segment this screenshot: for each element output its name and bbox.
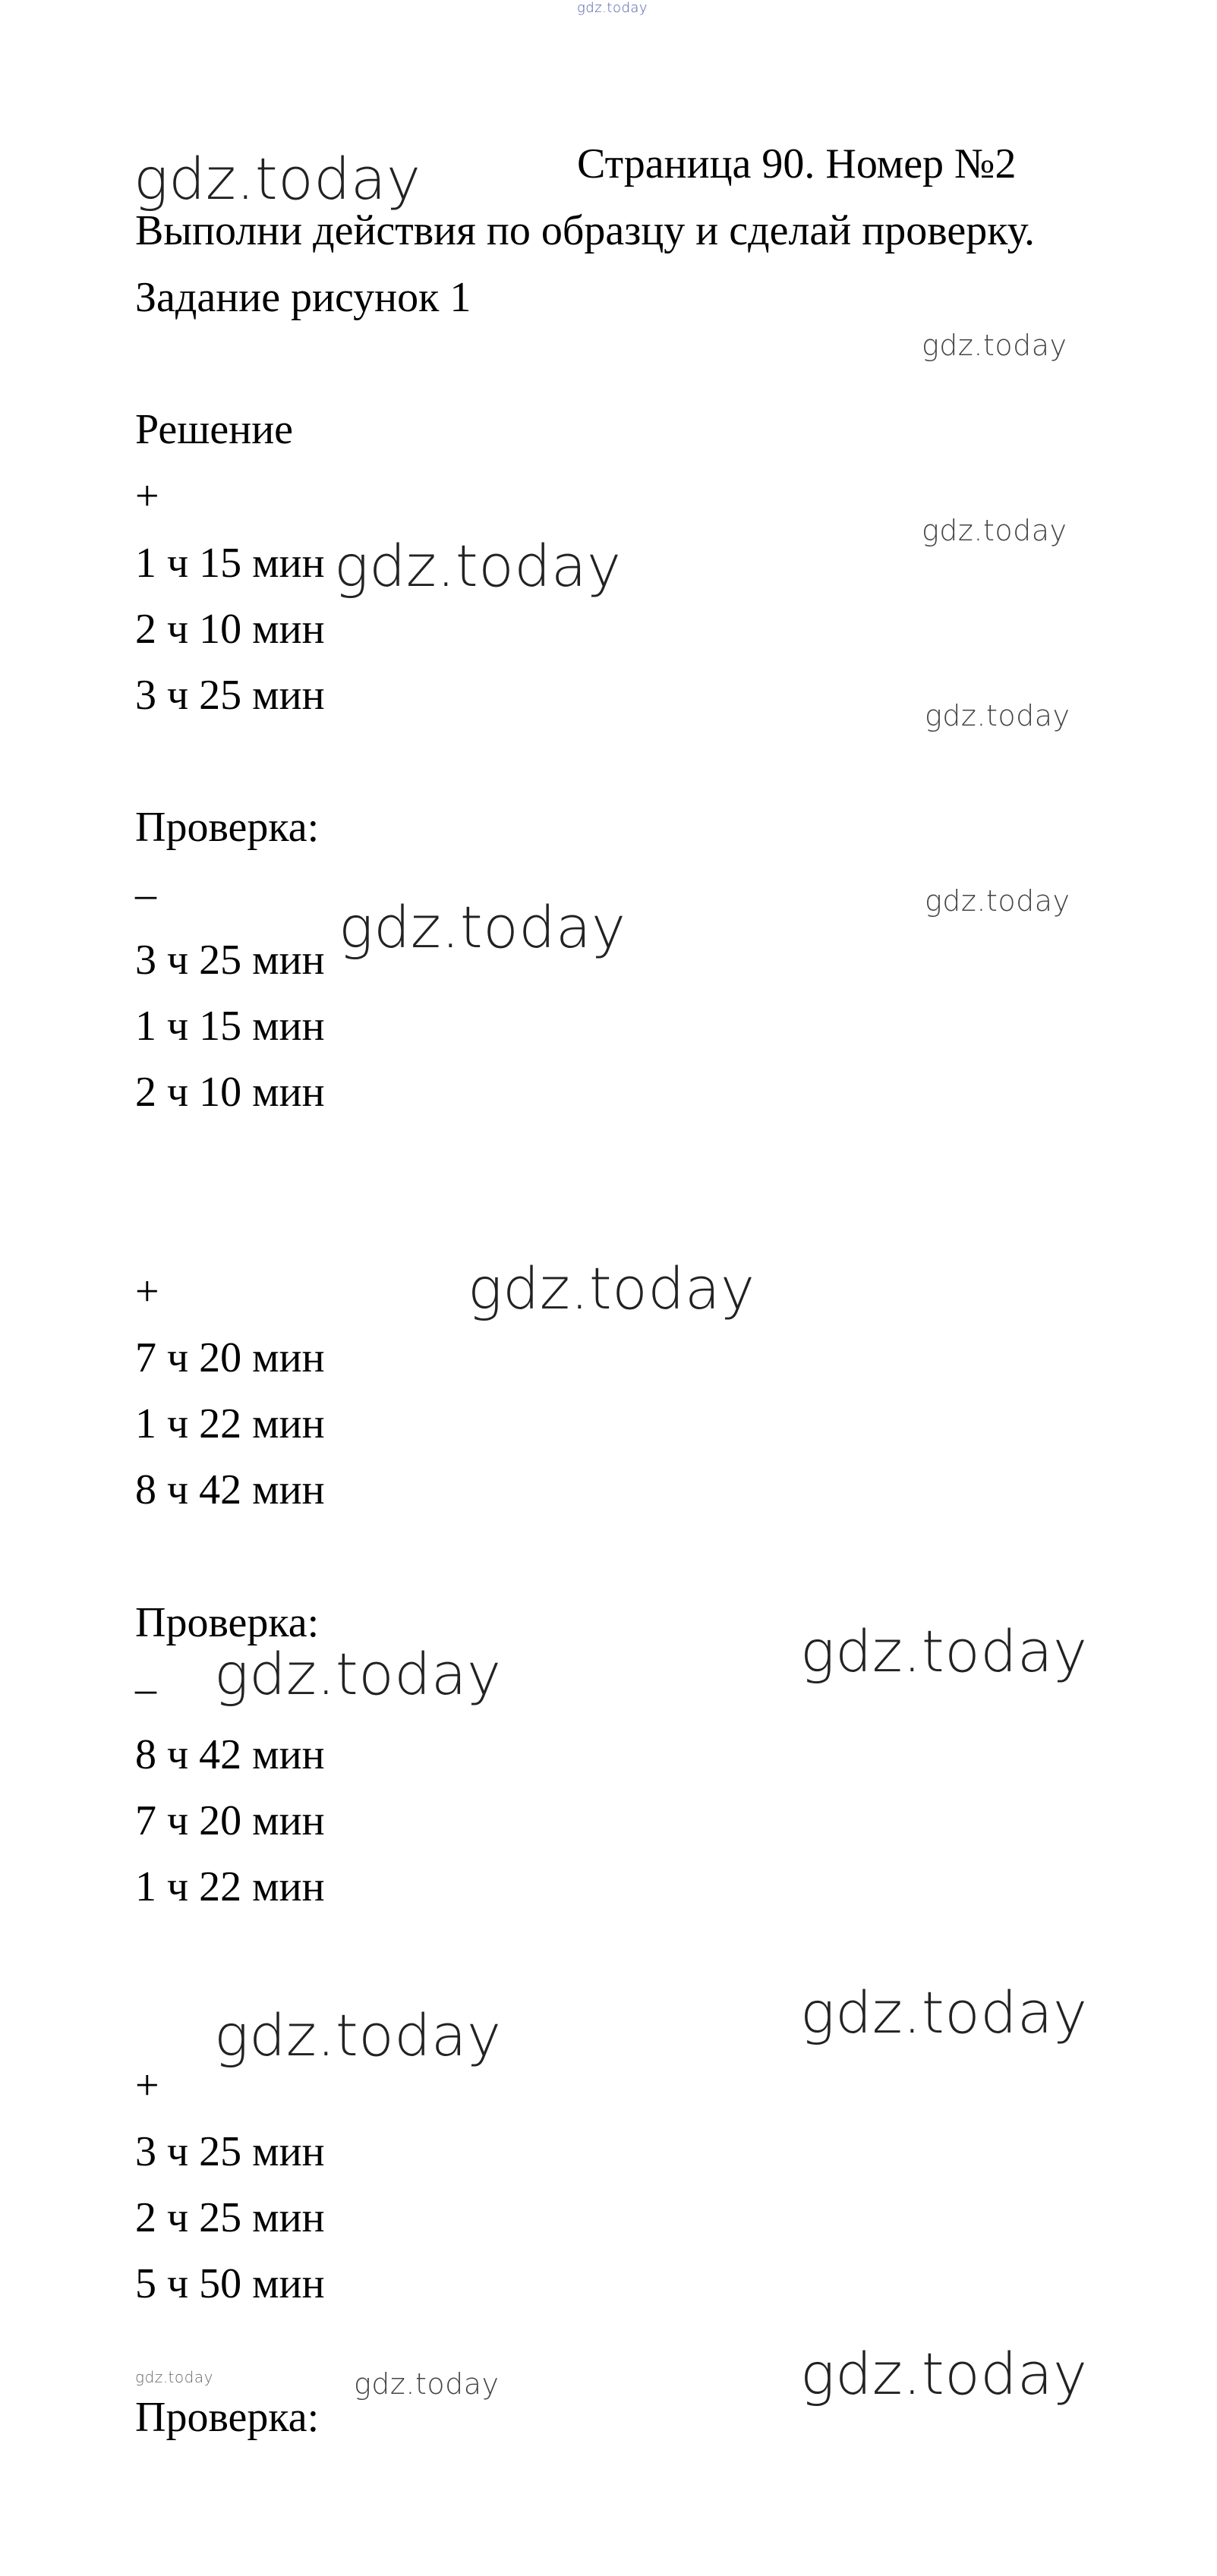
watermark: gdz.today [577, 0, 648, 16]
operation-sign-plus: + [135, 2062, 159, 2109]
watermark: gdz.today [135, 2368, 213, 2386]
operation-sign-plus: + [135, 1268, 159, 1315]
sum-line: 5 ч 50 мин [135, 2260, 325, 2307]
watermark: gdz.today [354, 2367, 500, 2401]
addend-line: 2 ч 10 мин [135, 606, 325, 653]
sum-line: 3 ч 25 мин [135, 672, 325, 719]
operation-sign-minus: – [135, 871, 156, 918]
watermark: gdz.today [334, 532, 622, 600]
check-line: 7 ч 20 мин [135, 1797, 325, 1844]
task-instruction: Выполни действия по образцу и сделай проверку. [135, 207, 1035, 254]
watermark: gdz.today [468, 1255, 755, 1322]
check-result-line: 2 ч 10 мин [135, 1069, 325, 1116]
addend-line: 1 ч 15 мин [135, 540, 325, 587]
watermark: gdz.today [922, 329, 1067, 362]
watermark: gdz.today [800, 2340, 1088, 2408]
operation-sign-minus: – [135, 1665, 156, 1712]
addend-line: 1 ч 22 мин [135, 1400, 325, 1447]
watermark: gdz.today [800, 1617, 1088, 1685]
check-line: 3 ч 25 мин [135, 937, 325, 984]
watermark: gdz.today [922, 514, 1067, 547]
check-line: 8 ч 42 мин [135, 1731, 325, 1778]
watermark: gdz.today [800, 1979, 1088, 2046]
check-line: 1 ч 15 мин [135, 1003, 325, 1050]
watermark: gdz.today [214, 1640, 502, 1708]
watermark: gdz.today [339, 893, 626, 961]
check-heading: Проверка: [135, 804, 320, 851]
check-result-line: 1 ч 22 мин [135, 1863, 325, 1910]
addend-line: 3 ч 25 мин [135, 2128, 325, 2175]
task-name: Задание рисунок 1 [135, 274, 471, 321]
check-heading: Проверка: [135, 1599, 320, 1646]
watermark: gdz.today [134, 145, 421, 213]
watermark: gdz.today [214, 2001, 502, 2069]
addend-line: 2 ч 25 мин [135, 2194, 325, 2241]
watermark: gdz.today [925, 884, 1070, 918]
addend-line: 7 ч 20 мин [135, 1334, 325, 1381]
solution-heading: Решение [135, 406, 294, 453]
check-heading: Проверка: [135, 2394, 320, 2441]
sum-line: 8 ч 42 мин [135, 1466, 325, 1513]
watermark: gdz.today [925, 699, 1070, 732]
page-title: Страница 90. Номер №2 [577, 140, 1017, 187]
operation-sign-plus: + [135, 473, 159, 520]
